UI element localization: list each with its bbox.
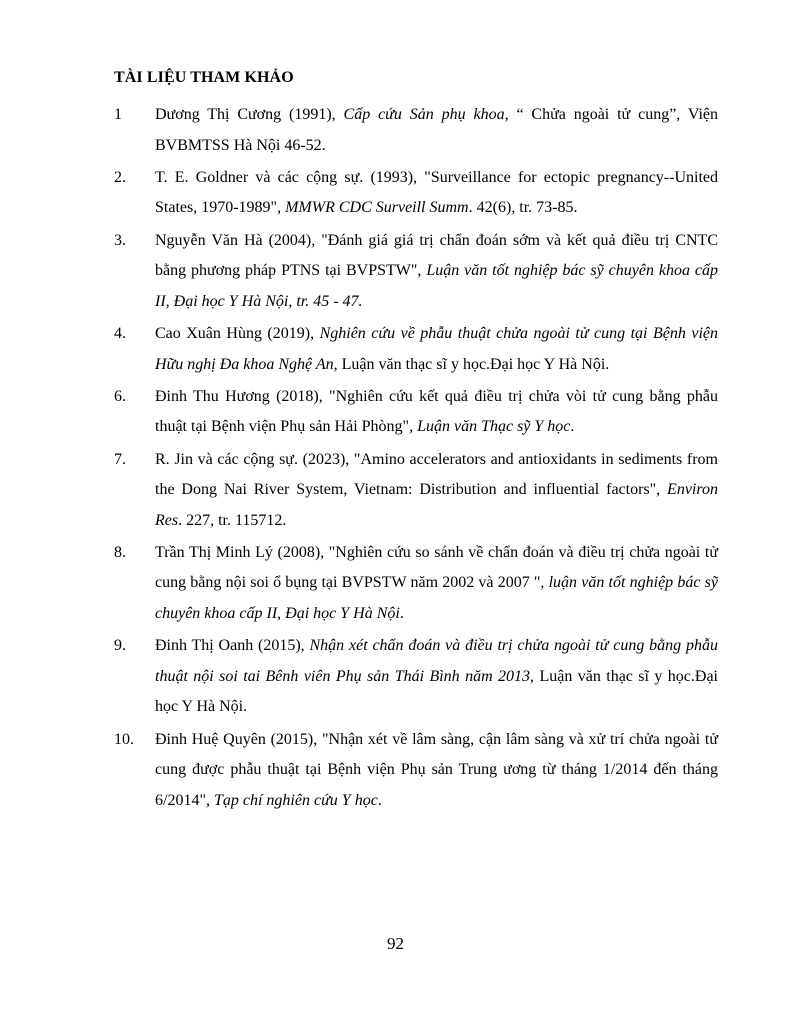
reference-text-segment: , “ Chửa ngoài tử cung”, Viện BVBMTSS Hà Nội 46-52.: [155, 106, 719, 154]
reference-text: [155, 538, 718, 630]
reference-number: 6.: [114, 387, 126, 405]
reference-text-segment: Nguyễn Văn Hà (2004), "Đánh giá giá trị chẩn đoán sớm và kết quả điều trị CNTC bằng phương pháp PTNS tại BVPSTW",: [155, 231, 718, 280]
reference-text: [155, 631, 718, 723]
reference-text: [155, 319, 718, 380]
reference-text-segment: R. Jin và các cộng sự. (2023), "Amino accelerators and antioxidants in sediments from the Dong Nai River System, Vietnam: Distribution and influential factors",: [155, 450, 718, 499]
reference-number: 7.: [114, 450, 126, 468]
page-number: 92: [387, 934, 404, 953]
reference-text-segment: Đinh Huệ Quyên (2015), "Nhận xét về lâm sàng, cận lâm sàng và xử trí chửa ngoài tử cung được phẫu thuật tại Bệnh viện Phụ sản Trung ương từ tháng 1/2014 đến tháng 6/2014",: [155, 730, 718, 809]
reference-number: 8.: [114, 543, 126, 561]
reference-text-segment: , Luận văn thạc sĩ y học.Đại học Y Hà Nội.: [155, 667, 719, 716]
reference-text-segment: , Luận văn thạc sĩ y học.Đại học Y Hà Nội.: [333, 355, 610, 373]
reference-title-italic: Tạp chí nghiên cứu Y học: [213, 791, 378, 809]
reference-text-segment: Đinh Thị Oanh (2015),: [155, 637, 310, 655]
reference-number: 10.: [114, 730, 134, 748]
reference-number: 4.: [114, 324, 126, 342]
reference-title-italic: Cấp cứu Sản phụ khoa: [343, 106, 505, 123]
reference-item: [114, 445, 718, 537]
reference-number: 3.: [114, 231, 126, 249]
reference-text-segment: Trần Thị Minh Lý (2008), "Nghiên cứu so sánh về chẩn đoán và điều trị chửa ngoài tử cung bằng nội soi ổ bụng tại BVPSTW năm 2002 và 2007 ",: [155, 543, 718, 592]
reference-text: [155, 226, 718, 318]
reference-title-italic: MMWR CDC Surveill Summ: [285, 199, 469, 217]
reference-title-italic: Nhận xét chẩn đoán và điều trị chửa ngoài tử cung bằng phẫu thuật nội soi tai Bênh viên Phụ sản Thái Bình năm 2013: [155, 637, 718, 685]
reference-title-italic: Luận văn tốt nghiệp bác sỹ chuyên khoa cấp II, Đại học Y Hà Nội, tr. 45 - 47.: [155, 262, 718, 310]
reference-text-segment: Cao Xuân Hùng (2019),: [155, 324, 320, 342]
reference-number: 1: [114, 106, 122, 123]
reference-text-segment: .: [570, 418, 575, 436]
reference-text: [155, 163, 718, 224]
reference-item: [114, 226, 718, 318]
reference-item: [114, 725, 718, 817]
reference-item: [114, 163, 718, 224]
reference-text: [155, 725, 718, 817]
reference-text-segment: .: [399, 605, 404, 623]
reference-text-segment: Đinh Thu Hương (2018), "Nghiên cứu kết quả điều trị chửa vòi tử cung bằng phẫu thuật tại Bệnh viện Phụ sản Hải Phòng",: [155, 387, 718, 436]
reference-number: 2.: [114, 168, 126, 186]
reference-text-segment: . 42(6), tr. 73-85.: [468, 199, 578, 217]
reference-text-segment: Dương Thị Cương (1991),: [155, 106, 344, 123]
reference-text-segment: .: [377, 791, 382, 809]
references-heading: TÀI LIỆU THAM KHẢO: [114, 69, 294, 86]
reference-text: [155, 445, 718, 537]
reference-text: [155, 382, 718, 443]
reference-text-segment: . 227, tr. 115712.: [178, 511, 287, 529]
reference-item: [114, 631, 718, 723]
reference-title-italic: Luận văn Thạc sỹ Y học: [417, 418, 571, 436]
reference-title-italic: Environ Res: [155, 481, 718, 529]
reference-item: [114, 100, 718, 161]
reference-item: [114, 538, 718, 630]
reference-title-italic: Nghiên cứu về phẫu thuật chửa ngoài tử cung tại Bệnh viện Hữu nghị Đa khoa Nghệ An: [155, 324, 718, 373]
reference-number: 9.: [114, 637, 126, 655]
reference-item: [114, 382, 718, 443]
reference-title-italic: luận văn tốt nghiệp bác sỹ chuyên khoa cấp II, Đại học Y Hà Nội: [155, 574, 718, 623]
reference-text-segment: T. E. Goldner và các cộng sự. (1993), "Surveillance for ectopic pregnancy--United States, 1970-1989",: [155, 168, 718, 217]
reference-item: [114, 319, 718, 380]
reference-list: [114, 100, 718, 818]
reference-text: [155, 100, 718, 161]
